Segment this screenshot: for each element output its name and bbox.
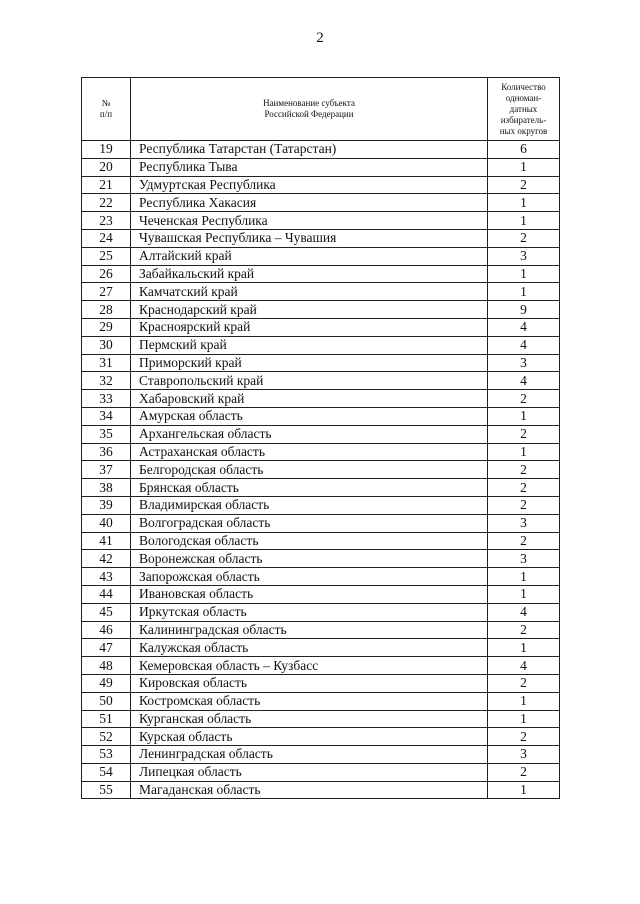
subject-name: Брянская область xyxy=(131,479,488,497)
row-number: 52 xyxy=(82,728,131,746)
table-row xyxy=(82,407,560,425)
district-count: 1 xyxy=(488,692,560,710)
table-row xyxy=(82,710,560,728)
subject-name: Вологодская область xyxy=(131,532,488,550)
table-row xyxy=(82,479,560,497)
district-count: 2 xyxy=(488,425,560,443)
table-row xyxy=(82,176,560,194)
row-number: 27 xyxy=(82,283,131,301)
table-header xyxy=(82,78,560,141)
table-row xyxy=(82,212,560,230)
table-row xyxy=(82,443,560,461)
subject-name: Удмуртская Республика xyxy=(131,176,488,194)
table-row xyxy=(82,390,560,408)
subject-name: Чеченская Республика xyxy=(131,212,488,230)
table-row xyxy=(82,194,560,212)
district-count: 1 xyxy=(488,194,560,212)
district-count: 1 xyxy=(488,781,560,799)
table-row xyxy=(82,692,560,710)
subject-name: Белгородская область xyxy=(131,461,488,479)
subject-name: Ставропольский край xyxy=(131,372,488,390)
subject-name: Пермский край xyxy=(131,336,488,354)
row-number: 28 xyxy=(82,301,131,319)
district-count: 9 xyxy=(488,301,560,319)
district-count: 1 xyxy=(488,710,560,728)
district-count: 2 xyxy=(488,229,560,247)
row-number: 43 xyxy=(82,568,131,586)
table-row xyxy=(82,372,560,390)
table-row xyxy=(82,674,560,692)
subject-name: Забайкальский край xyxy=(131,265,488,283)
header-district-count: Количество одноман- датных избиратель- ных округов xyxy=(488,78,560,141)
row-number: 35 xyxy=(82,425,131,443)
subject-name: Хабаровский край xyxy=(131,390,488,408)
district-count: 3 xyxy=(488,746,560,764)
district-count: 1 xyxy=(488,407,560,425)
table-row xyxy=(82,585,560,603)
row-number: 38 xyxy=(82,479,131,497)
district-count: 1 xyxy=(488,283,560,301)
subject-name: Красноярский край xyxy=(131,318,488,336)
subject-name: Курская область xyxy=(131,728,488,746)
district-count: 4 xyxy=(488,336,560,354)
district-count: 1 xyxy=(488,158,560,176)
row-number: 21 xyxy=(82,176,131,194)
subject-name: Владимирская область xyxy=(131,496,488,514)
table-row xyxy=(82,550,560,568)
subject-name: Ленинградская область xyxy=(131,746,488,764)
row-number: 41 xyxy=(82,532,131,550)
table-row xyxy=(82,728,560,746)
row-number: 22 xyxy=(82,194,131,212)
subject-name: Чувашская Республика – Чувашия xyxy=(131,229,488,247)
row-number: 36 xyxy=(82,443,131,461)
row-number: 47 xyxy=(82,639,131,657)
district-count: 4 xyxy=(488,657,560,675)
district-count: 3 xyxy=(488,247,560,265)
district-count: 6 xyxy=(488,141,560,159)
table-row xyxy=(82,141,560,159)
row-number: 25 xyxy=(82,247,131,265)
row-number: 37 xyxy=(82,461,131,479)
subject-name: Астраханская область xyxy=(131,443,488,461)
table-row xyxy=(82,283,560,301)
row-number: 46 xyxy=(82,621,131,639)
district-count: 4 xyxy=(488,603,560,621)
table-row xyxy=(82,229,560,247)
row-number: 20 xyxy=(82,158,131,176)
row-number: 42 xyxy=(82,550,131,568)
districts-table xyxy=(81,77,560,799)
subject-name: Калужская область xyxy=(131,639,488,657)
row-number: 34 xyxy=(82,407,131,425)
table-row xyxy=(82,763,560,781)
subject-name: Костромская область xyxy=(131,692,488,710)
district-count: 1 xyxy=(488,639,560,657)
subject-name: Кировская область xyxy=(131,674,488,692)
subject-name: Камчатский край xyxy=(131,283,488,301)
district-count: 1 xyxy=(488,265,560,283)
district-count: 1 xyxy=(488,443,560,461)
district-count: 2 xyxy=(488,621,560,639)
district-count: 2 xyxy=(488,674,560,692)
table-row xyxy=(82,425,560,443)
row-number: 54 xyxy=(82,763,131,781)
table-row xyxy=(82,657,560,675)
subject-name: Алтайский край xyxy=(131,247,488,265)
row-number: 32 xyxy=(82,372,131,390)
subject-name: Республика Хакасия xyxy=(131,194,488,212)
row-number: 48 xyxy=(82,657,131,675)
row-number: 50 xyxy=(82,692,131,710)
district-count: 2 xyxy=(488,479,560,497)
subject-name: Архангельская область xyxy=(131,425,488,443)
district-count: 2 xyxy=(488,496,560,514)
district-count: 1 xyxy=(488,585,560,603)
district-count: 3 xyxy=(488,550,560,568)
district-count: 2 xyxy=(488,461,560,479)
subject-name: Ивановская область xyxy=(131,585,488,603)
table-row xyxy=(82,301,560,319)
table-row xyxy=(82,336,560,354)
row-number: 55 xyxy=(82,781,131,799)
district-count: 4 xyxy=(488,318,560,336)
row-number: 24 xyxy=(82,229,131,247)
subject-name: Краснодарский край xyxy=(131,301,488,319)
district-count: 1 xyxy=(488,568,560,586)
district-count: 3 xyxy=(488,514,560,532)
table-row xyxy=(82,621,560,639)
table-row xyxy=(82,265,560,283)
row-number: 39 xyxy=(82,496,131,514)
subject-name: Липецкая область xyxy=(131,763,488,781)
subject-name: Запорожская область xyxy=(131,568,488,586)
district-count: 4 xyxy=(488,372,560,390)
table-row xyxy=(82,568,560,586)
table-row xyxy=(82,247,560,265)
subject-name: Республика Татарстан (Татарстан) xyxy=(131,141,488,159)
row-number: 33 xyxy=(82,390,131,408)
subject-name: Иркутская область xyxy=(131,603,488,621)
district-count: 2 xyxy=(488,176,560,194)
subject-name: Кемеровская область – Кузбасс xyxy=(131,657,488,675)
page-number: 2 xyxy=(316,30,324,46)
table-row xyxy=(82,532,560,550)
subject-name: Магаданская область xyxy=(131,781,488,799)
table-row xyxy=(82,781,560,799)
table-row xyxy=(82,318,560,336)
row-number: 30 xyxy=(82,336,131,354)
row-number: 53 xyxy=(82,746,131,764)
row-number: 44 xyxy=(82,585,131,603)
district-count: 2 xyxy=(488,763,560,781)
district-count: 2 xyxy=(488,532,560,550)
table-body xyxy=(82,141,560,799)
row-number: 19 xyxy=(82,141,131,159)
row-number: 51 xyxy=(82,710,131,728)
row-number: 40 xyxy=(82,514,131,532)
subject-name: Воронежская область xyxy=(131,550,488,568)
table-row xyxy=(82,514,560,532)
subject-name: Волгоградская область xyxy=(131,514,488,532)
row-number: 23 xyxy=(82,212,131,230)
table-row xyxy=(82,603,560,621)
header-number: № п/п xyxy=(82,78,131,141)
subject-name: Курганская область xyxy=(131,710,488,728)
table-row xyxy=(82,639,560,657)
row-number: 45 xyxy=(82,603,131,621)
subject-name: Приморский край xyxy=(131,354,488,372)
row-number: 26 xyxy=(82,265,131,283)
table-row xyxy=(82,158,560,176)
district-count: 3 xyxy=(488,354,560,372)
district-count: 2 xyxy=(488,728,560,746)
table-row xyxy=(82,461,560,479)
row-number: 49 xyxy=(82,674,131,692)
subject-name: Калининградская область xyxy=(131,621,488,639)
table-row xyxy=(82,496,560,514)
table-row xyxy=(82,354,560,372)
table-row xyxy=(82,746,560,764)
district-count: 2 xyxy=(488,390,560,408)
row-number: 31 xyxy=(82,354,131,372)
row-number: 29 xyxy=(82,318,131,336)
district-count: 1 xyxy=(488,212,560,230)
header-subject-name: Наименование субъекта Российской Федерации xyxy=(131,78,488,141)
subject-name: Амурская область xyxy=(131,407,488,425)
subject-name: Республика Тыва xyxy=(131,158,488,176)
